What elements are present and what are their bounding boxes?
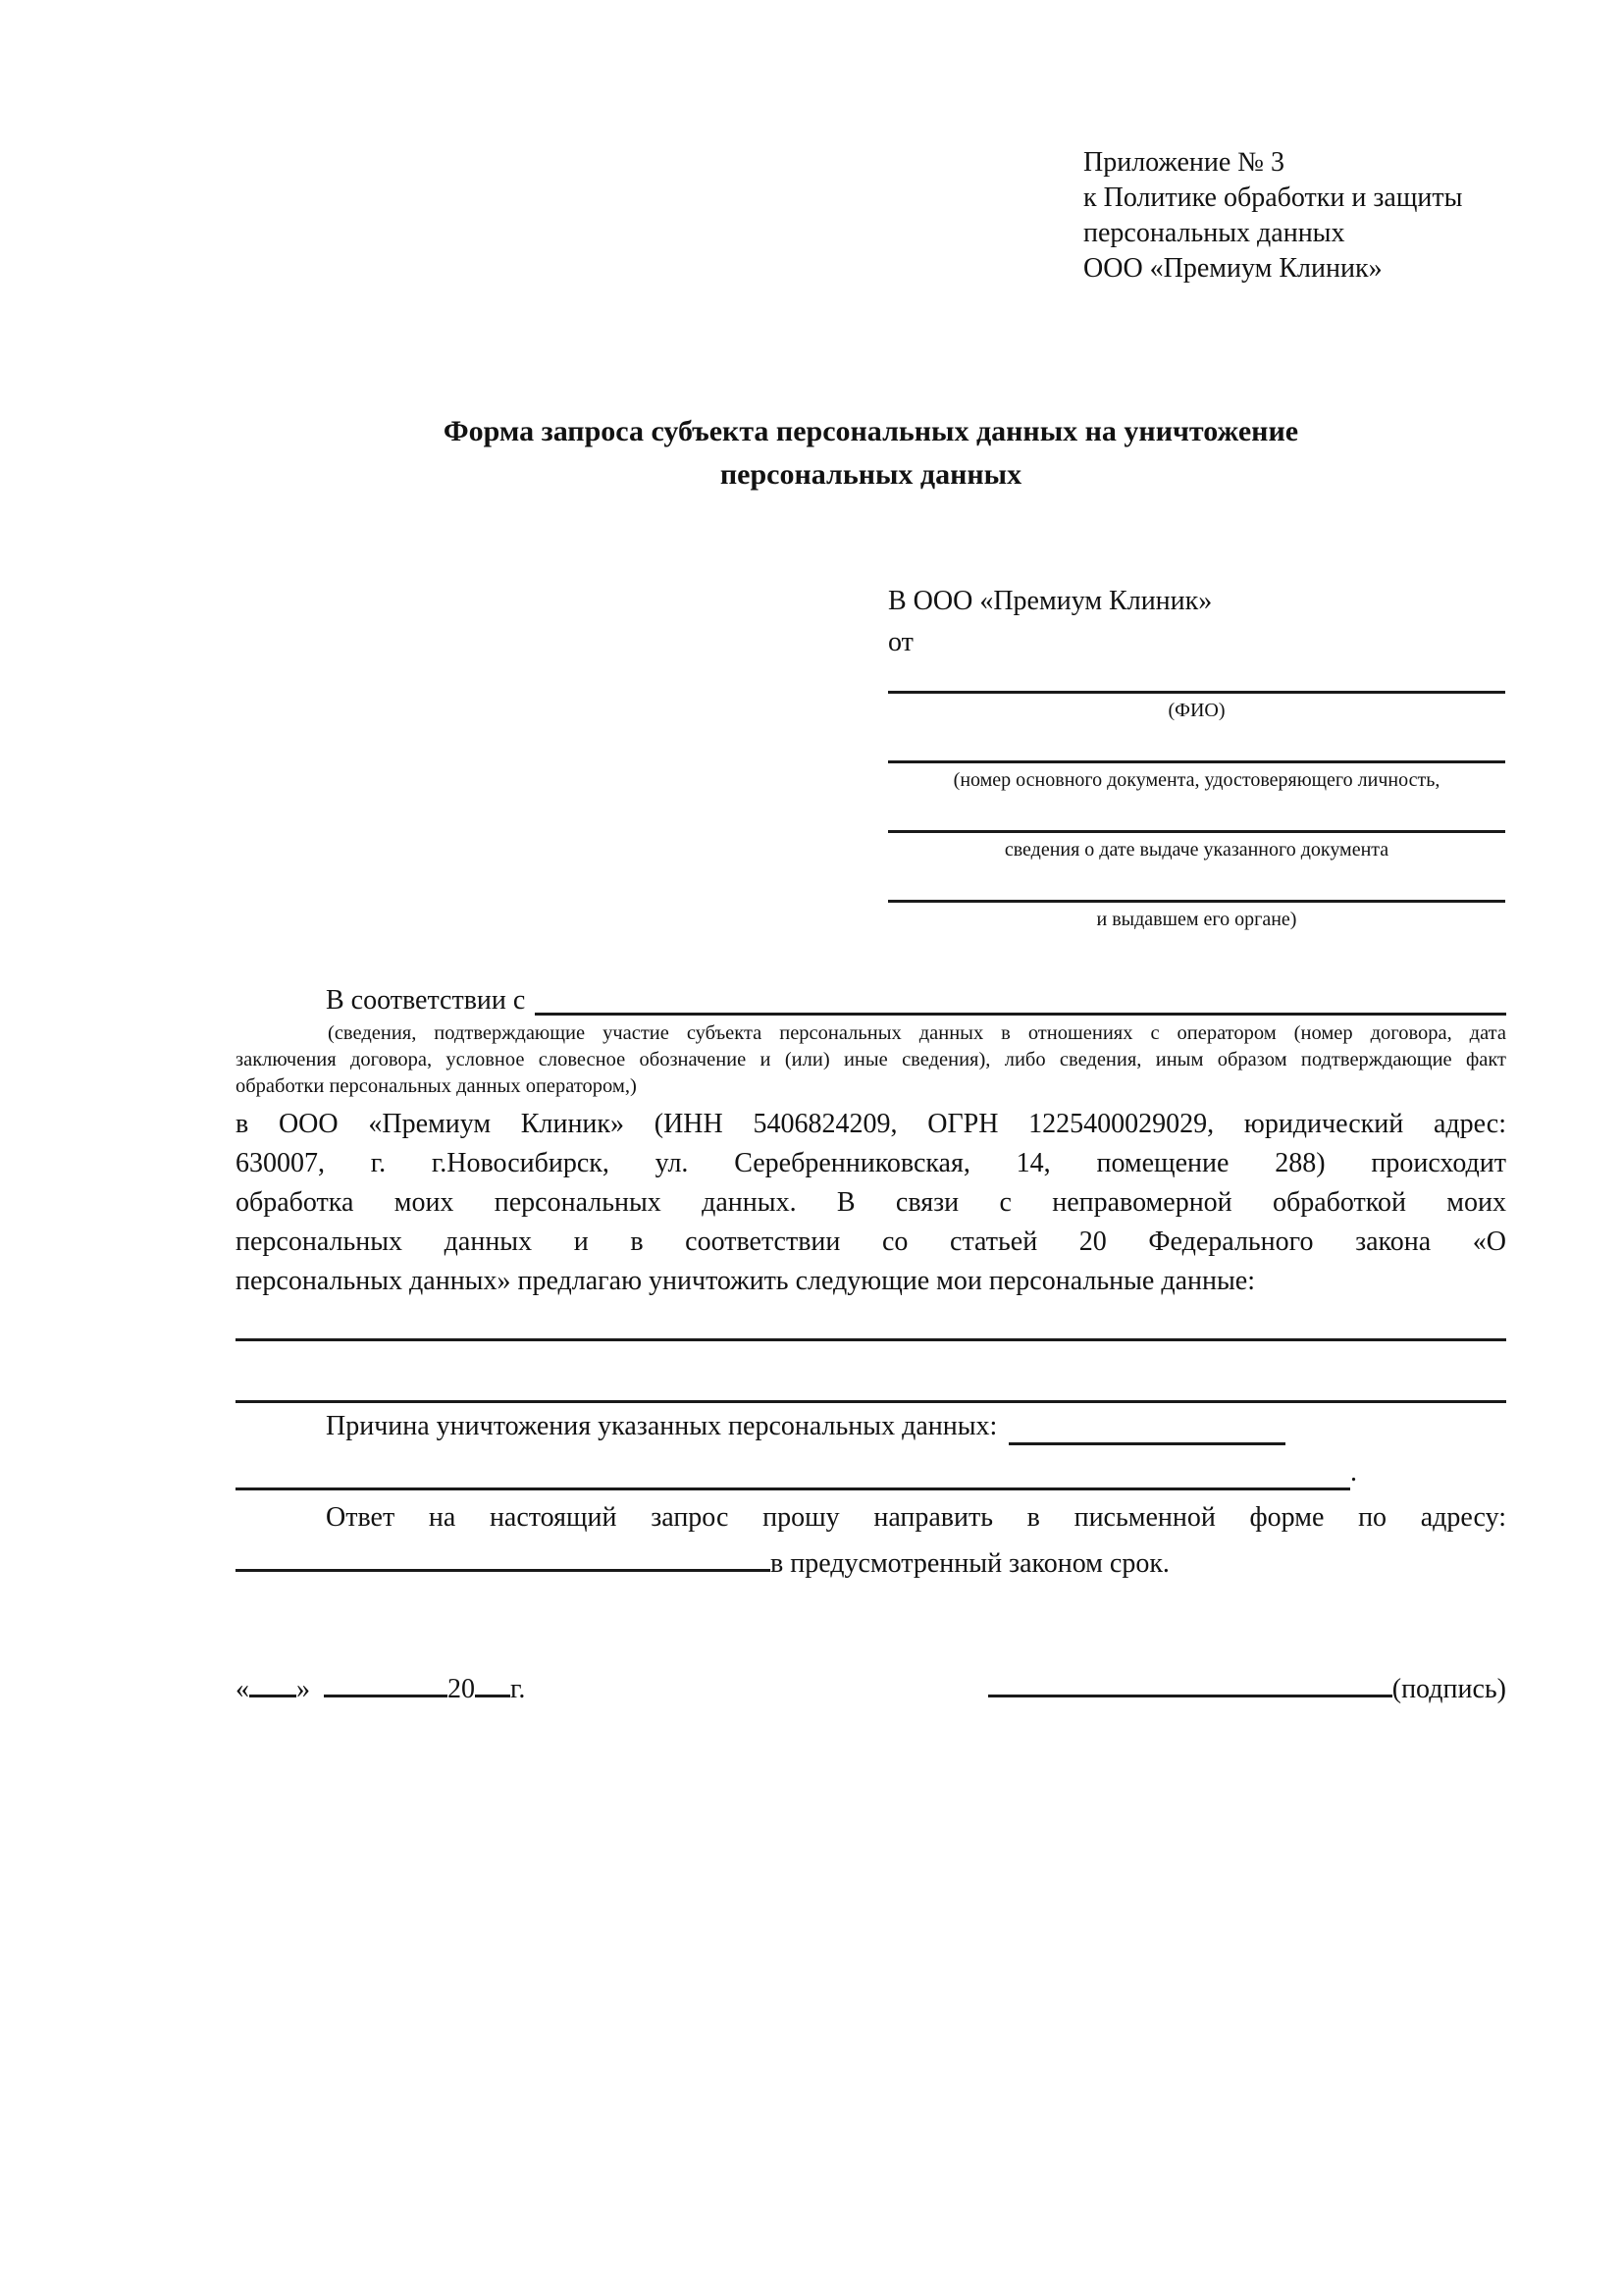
response-tail-line [236,1540,1506,1588]
reason-continuation-blank [236,1487,1350,1490]
signature-caption: (подпись) [1391,1674,1506,1704]
paragraph-line: персональных данных» предлагаю уничтожить следующие мои персональные данные: [236,1266,1255,1296]
date-quote-open: « [236,1674,249,1704]
date-year-blank [475,1695,510,1697]
date-day-blank [249,1695,296,1697]
accordance-label: В соответствии с [326,985,526,1016]
paragraph-line: 630007, г. г.Новосибирск, ул. Серебренниковская, 14, помещение 288) происходит [236,1148,1506,1178]
id-document-field [888,760,1505,793]
accordance-blank-line [535,1013,1506,1016]
issuing-authority-field [888,900,1505,932]
issue-date-field [888,830,1505,862]
accordance-note [236,1020,1506,1100]
date-line [236,1670,525,1709]
personal-data-blank-line-1 [236,1301,1506,1341]
note-line: обработки персональных данных оператором,) [236,1075,637,1097]
paragraph-line: в ООО «Премиум Клиник» (ИНН 5406824209, ОГРН 1225400029029, юридический адрес: [236,1109,1506,1139]
personal-data-blank-line-2 [236,1341,1506,1403]
appendix-line: персональных данных [1083,218,1345,248]
response-tail-text: в предусмотренный законом срок. [770,1548,1170,1579]
response-sentence: Ответ на настоящий запрос прошу направить в письменной форме по адресу: [326,1502,1506,1533]
reason-line [236,1403,1506,1450]
date-quote-close: » [296,1674,310,1704]
appendix-line: ООО «Премиум Клиник» [1083,253,1383,284]
title-line: Форма запроса субъекта персональных данных на уничтожение [443,415,1299,447]
reason-label: Причина уничтожения указанных персональных данных: [326,1411,998,1441]
fio-field [888,691,1505,723]
fio-caption: (ФИО) [1168,700,1226,721]
appendix-line: к Политике обработки и защиты [1083,183,1463,213]
main-paragraph [236,1105,1506,1301]
note-line: (сведения, подтверждающие участие субъекта персональных данных в отношениях с оператором (номер договора, дата [328,1022,1506,1044]
issue-date-blank-line [888,830,1505,833]
accordance-line [236,981,1506,1020]
signature-area [988,1670,1506,1709]
appendix-header [1083,145,1506,287]
id-document-caption: (номер основного документа, удостоверяющего личность, [953,769,1440,791]
date-signature-row [236,1670,1506,1709]
date-month-blank [324,1695,447,1697]
signature-blank-line [988,1695,1392,1697]
fio-blank-line [888,691,1505,694]
addressee-to: В ООО «Премиум Клиник» [888,586,1213,616]
paragraph-line: персональных данных и в соответствии со статьей 20 Федерального закона «О [236,1226,1506,1257]
reason-continuation-line [236,1450,1506,1495]
date-year-suffix: г. [510,1674,526,1704]
note-line: заключения договора, условное словесное обозначение и (или) иные сведения), либо сведения, иным образом подтверждающие факт [236,1049,1506,1070]
appendix-line: Приложение № 3 [1083,147,1284,178]
line-terminator: . [1350,1457,1357,1487]
issue-date-caption: сведения о дате выдаче указанного документа [1004,839,1389,861]
paragraph-line: обработка моих персональных данных. В связи с неправомерной обработкой моих [236,1187,1506,1218]
document-title [236,410,1506,496]
date-year-prefix: 20 [447,1674,475,1704]
address-blank-line [236,1569,770,1572]
addressee-from-label: от [888,627,914,657]
reason-blank-line [1009,1442,1285,1445]
title-line: персональных данных [719,458,1022,491]
issuing-authority-blank-line [888,900,1505,903]
issuing-authority-caption: и выдавшем его органе) [1096,909,1297,930]
addressee-block [888,581,1505,932]
id-document-blank-line [888,760,1505,763]
